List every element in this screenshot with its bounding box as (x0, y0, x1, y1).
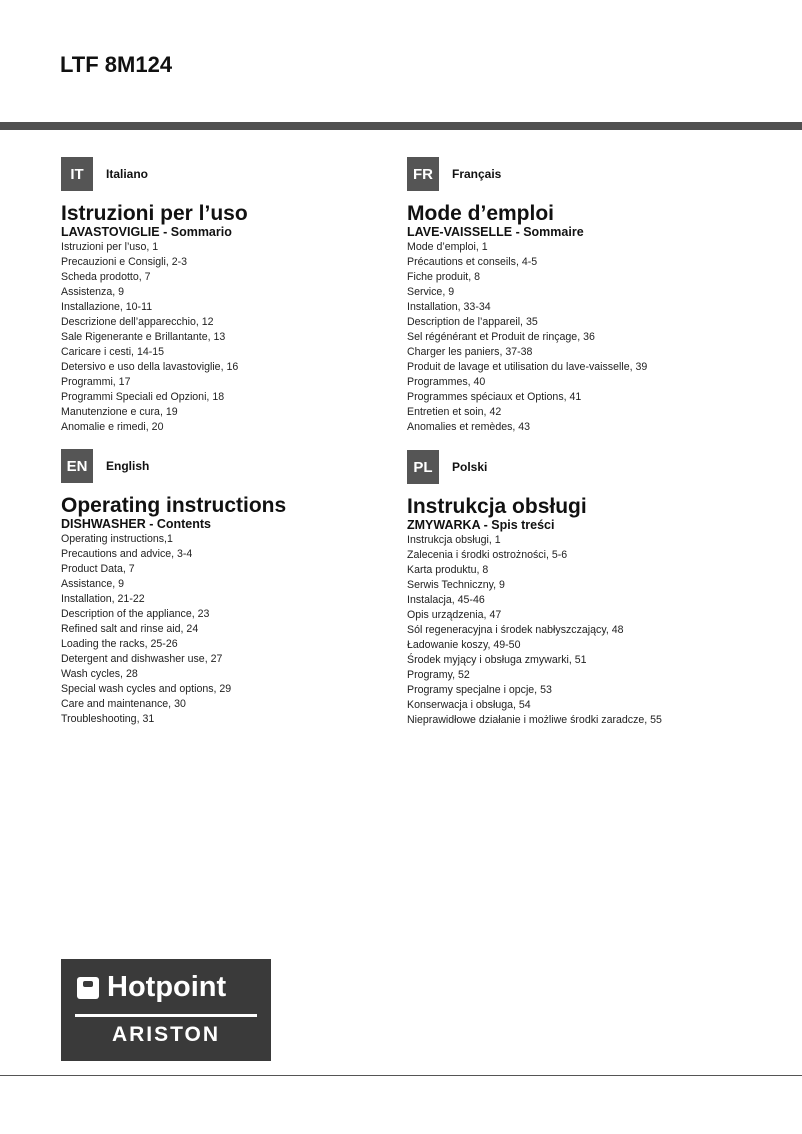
contents-item: Konserwacja i obsługa, 54 (407, 699, 531, 711)
contents-item: Loading the racks, 25-26 (61, 638, 178, 650)
contents-item: Description of the appliance, 23 (61, 608, 210, 620)
contents-item: Programy, 52 (407, 669, 470, 681)
contents-item: Précautions et conseils, 4-5 (407, 256, 538, 268)
language-code-badge: FR (407, 157, 439, 191)
contents-item: Product Data, 7 (61, 563, 135, 575)
section-fr (407, 157, 747, 435)
contents-item: Istruzioni per l’uso, 1 (61, 241, 159, 253)
contents-item: Precauzioni e Consigli, 2-3 (61, 256, 188, 268)
contents-item: Programy specjalne i opcje, 53 (407, 684, 552, 696)
logo-brand: Hotpoint (107, 971, 227, 1003)
language-name: Italiano (106, 167, 149, 181)
section-subtitle: LAVASTOVIGLIE - Sommario (61, 225, 232, 239)
language-code-badge: IT (61, 157, 93, 191)
contents-item: Care and maintenance, 30 (61, 698, 186, 710)
contents-item: Programmi, 17 (61, 376, 131, 388)
section-subtitle: ZMYWARKA - Spis treści (407, 518, 555, 532)
contents-item: Serwis Techniczny, 9 (407, 579, 505, 591)
contents-item: Programmi Speciali ed Opzioni, 18 (61, 391, 225, 403)
contents-item: Zalecenia i środki ostrożności, 5-6 (407, 549, 568, 561)
contents-item: Fiche produit, 8 (407, 271, 481, 283)
header-divider (0, 122, 802, 130)
contents-item: Programmes spéciaux et Options, 41 (407, 391, 582, 403)
contents-item: Karta produktu, 8 (407, 564, 489, 576)
contents-item: Refined salt and rinse aid, 24 (61, 623, 199, 635)
contents-list (61, 240, 401, 435)
contents-item: Service, 9 (407, 286, 455, 298)
contents-item: Nieprawidłowe działanie i możliwe środki zaradcze, 55 (407, 714, 662, 726)
section-pl (407, 450, 747, 728)
contents-item: Programmes, 40 (407, 376, 486, 388)
language-code-badge: PL (407, 450, 439, 484)
contents-item: Installation, 33-34 (407, 301, 491, 313)
contents-list (407, 240, 747, 435)
section-title: Istruzioni per l’uso (61, 202, 248, 225)
contents-item: Sól regeneracyjna i środek nabłyszczający, 48 (407, 624, 624, 636)
section-en (61, 449, 401, 727)
language-name: Polski (452, 460, 488, 474)
logo-sub: ARISTON (111, 1023, 221, 1046)
contents-item: Description de l’appareil, 35 (407, 316, 538, 328)
contents-item: Manutenzione e cura, 19 (61, 406, 178, 418)
contents-item: Troubleshooting, 31 (61, 713, 155, 725)
contents-item: Charger les paniers, 37-38 (407, 346, 533, 358)
contents-item: Assistance, 9 (61, 578, 125, 590)
contents-item: Instalacja, 45-46 (407, 594, 485, 606)
contents-item: Precautions and advice, 3-4 (61, 548, 193, 560)
language-code-badge: EN (61, 449, 93, 483)
contents-list (407, 533, 747, 728)
language-name: Français (452, 167, 502, 181)
contents-item: Sel régénérant et Produit de rinçage, 36 (407, 331, 595, 343)
footer-divider (0, 1075, 802, 1076)
hotpoint-logo-icon (77, 977, 99, 999)
contents-item: Mode d’emploi, 1 (407, 241, 488, 253)
section-subtitle: LAVE-VAISSELLE - Sommaire (407, 225, 584, 239)
contents-item: Entretien et soin, 42 (407, 406, 502, 418)
contents-item: Installazione, 10-11 (61, 301, 153, 313)
contents-item: Wash cycles, 28 (61, 668, 138, 680)
contents-item: Caricare i cesti, 14-15 (61, 346, 165, 358)
contents-item: Detergent and dishwasher use, 27 (61, 653, 223, 665)
contents-item: Operating instructions,1 (61, 533, 173, 545)
contents-item: Anomalie e rimedi, 20 (61, 421, 164, 433)
contents-item: Opis urządzenia, 47 (407, 609, 502, 621)
section-subtitle: DISHWASHER - Contents (61, 517, 211, 531)
contents-item: Special wash cycles and options, 29 (61, 683, 232, 695)
contents-item: Detersivo e uso della lavastoviglie, 16 (61, 361, 239, 373)
contents-item: Descrizione dell’apparecchio, 12 (61, 316, 214, 328)
model-number: LTF 8M124 (60, 52, 173, 77)
hotpoint-ariston-logo (61, 959, 271, 1061)
contents-item: Produit de lavage et utilisation du lave-vaisselle, 39 (407, 361, 648, 373)
section-title: Instrukcja obsługi (407, 495, 587, 518)
section-title: Operating instructions (61, 494, 287, 517)
logo-divider (75, 1014, 257, 1017)
contents-item: Installation, 21-22 (61, 593, 145, 605)
contents-item: Środek myjący i obsługa zmywarki, 51 (407, 654, 587, 666)
contents-item: Anomalies et remèdes, 43 (407, 421, 531, 433)
section-title: Mode d’emploi (407, 202, 554, 225)
contents-list (61, 532, 401, 727)
language-name: English (106, 459, 150, 473)
section-it (61, 157, 401, 435)
contents-item: Sale Rigenerante e Brillantante, 13 (61, 331, 226, 343)
contents-item: Ładowanie koszy, 49-50 (407, 639, 521, 651)
contents-item: Scheda prodotto, 7 (61, 271, 151, 283)
contents-item: Assistenza, 9 (61, 286, 125, 298)
contents-item: Instrukcja obsługi, 1 (407, 534, 501, 546)
